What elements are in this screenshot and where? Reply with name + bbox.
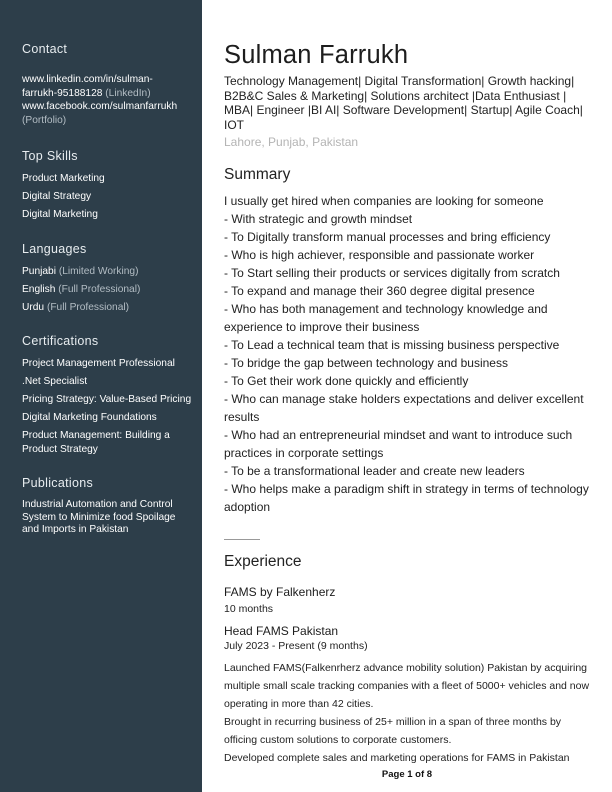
- skill-item: Digital Strategy: [22, 191, 92, 202]
- summary-line: - Who has both management and technology knowledge and experience to improve their business: [224, 302, 548, 334]
- job-description: [224, 659, 594, 767]
- certification-item: Project Management Professional: [22, 358, 175, 369]
- languages-section: [22, 242, 192, 315]
- certifications-section: [22, 334, 192, 456]
- top-skills-heading: Top Skills: [22, 149, 78, 163]
- summary-line: - Who helps make a paradigm shift in strategy in terms of technology adoption: [224, 482, 589, 514]
- skill-item: Digital Marketing: [22, 209, 98, 220]
- certification-item: .Net Specialist: [22, 376, 88, 387]
- certification-item: Pricing Strategy: Value-Based Pricing: [22, 394, 192, 405]
- linkedin-url-line-1[interactable]: www.linkedin.com/in/sulman-: [22, 74, 153, 85]
- location: Lahore, Punjab, Pakistan: [224, 135, 359, 149]
- language-level: (Full Professional): [58, 283, 141, 295]
- contact-section: [22, 42, 192, 127]
- publication-item: Industrial Automation and Control System to Minimize food Spoilage and Imports in Pakistan: [22, 499, 176, 535]
- job-description-line: Developed complete sales and marketing operations for FAMS in Pakistan: [224, 752, 570, 764]
- language-level: (Limited Working): [58, 265, 139, 277]
- job-description-line: Brought in recurring business of 25+ million in a span of three months by officing custom solutions to corporate customers.: [224, 716, 562, 746]
- company-duration: 10 months: [224, 603, 274, 615]
- summary-line: - To bridge the gap between technology and business: [224, 356, 508, 370]
- certifications-heading: Certifications: [22, 334, 99, 348]
- page-number: Page 1 of 8: [381, 769, 433, 780]
- contact-heading: Contact: [22, 42, 68, 56]
- publications-section: [22, 476, 192, 537]
- certification-item: Product Management: Building a Product Strategy: [22, 430, 170, 455]
- language-item: [22, 265, 192, 279]
- summary-line: - To Get their work done quickly and efficiently: [224, 374, 469, 388]
- linkedin-link[interactable]: [22, 73, 192, 100]
- linkedin-url-line-2[interactable]: farrukh-95188128: [22, 87, 103, 99]
- job-dates: July 2023 - Present (9 months): [224, 640, 368, 652]
- language-item: [22, 301, 192, 315]
- summary-line: - To be a transformational leader and create new leaders: [224, 464, 525, 478]
- section-divider: [224, 539, 260, 540]
- facebook-url[interactable]: www.facebook.com/sulmanfarrukh: [22, 101, 178, 112]
- company-name: FAMS by Falkenherz: [224, 585, 336, 599]
- summary-line: - To Digitally transform manual processes and bring efficiency: [224, 230, 551, 244]
- job-title: Head FAMS Pakistan: [224, 624, 339, 638]
- summary-line: - With strategic and growth mindset: [224, 212, 413, 226]
- summary-heading: Summary: [224, 166, 291, 183]
- language-item: [22, 283, 192, 297]
- language-name: English: [22, 283, 56, 295]
- facebook-tag: (Portfolio): [22, 114, 67, 126]
- languages-heading: Languages: [22, 241, 87, 256]
- facebook-link[interactable]: [22, 100, 192, 127]
- top-skills-section: [22, 149, 192, 222]
- language-name: Punjabi: [22, 265, 56, 277]
- summary-line: - To Lead a technical team that is missing business perspective: [224, 338, 560, 352]
- summary-line: - To expand and manage their 360 degree digital presence: [224, 284, 535, 298]
- main-content: [224, 40, 594, 767]
- summary-line: I usually get hired when companies are looking for someone: [224, 194, 544, 208]
- sidebar: [0, 0, 202, 792]
- language-name: Urdu: [22, 301, 45, 313]
- linkedin-tag: (LinkedIn): [105, 87, 151, 99]
- language-level: (Full Professional): [46, 301, 130, 313]
- summary-line: - To Start selling their products or services digitally from scratch: [224, 266, 560, 280]
- publications-heading: Publications: [22, 476, 94, 490]
- person-name: Sulman Farrukh: [224, 41, 409, 69]
- skill-item: Product Marketing: [22, 173, 105, 184]
- summary-line: - Who had an entrepreneurial mindset and want to introduce such practices in corporate settings: [224, 428, 573, 460]
- experience-heading: Experience: [224, 553, 302, 570]
- summary-line: - Who is high achiever, responsible and passionate worker: [224, 248, 535, 262]
- summary-body: [224, 192, 594, 516]
- headline: Technology Management| Digital Transformation| Growth hacking| B2B&C Sales & Marketing| Solutions architect |Data Enthusiast | MBA| Engineer |BI AI| Software Development| Startup| Agile Coach| IOT: [224, 74, 583, 132]
- summary-line: - Who can manage stake holders expectations and deliver excellent results: [224, 392, 584, 424]
- job-description-line: Launched FAMS(Falkenrherz advance mobility solution) Pakistan by acquiring multiple small scale tracking companies with a fleet of 5000+ vehicles and now operating in more than 42 cities.: [224, 662, 590, 710]
- certification-item: Digital Marketing Foundations: [22, 412, 157, 423]
